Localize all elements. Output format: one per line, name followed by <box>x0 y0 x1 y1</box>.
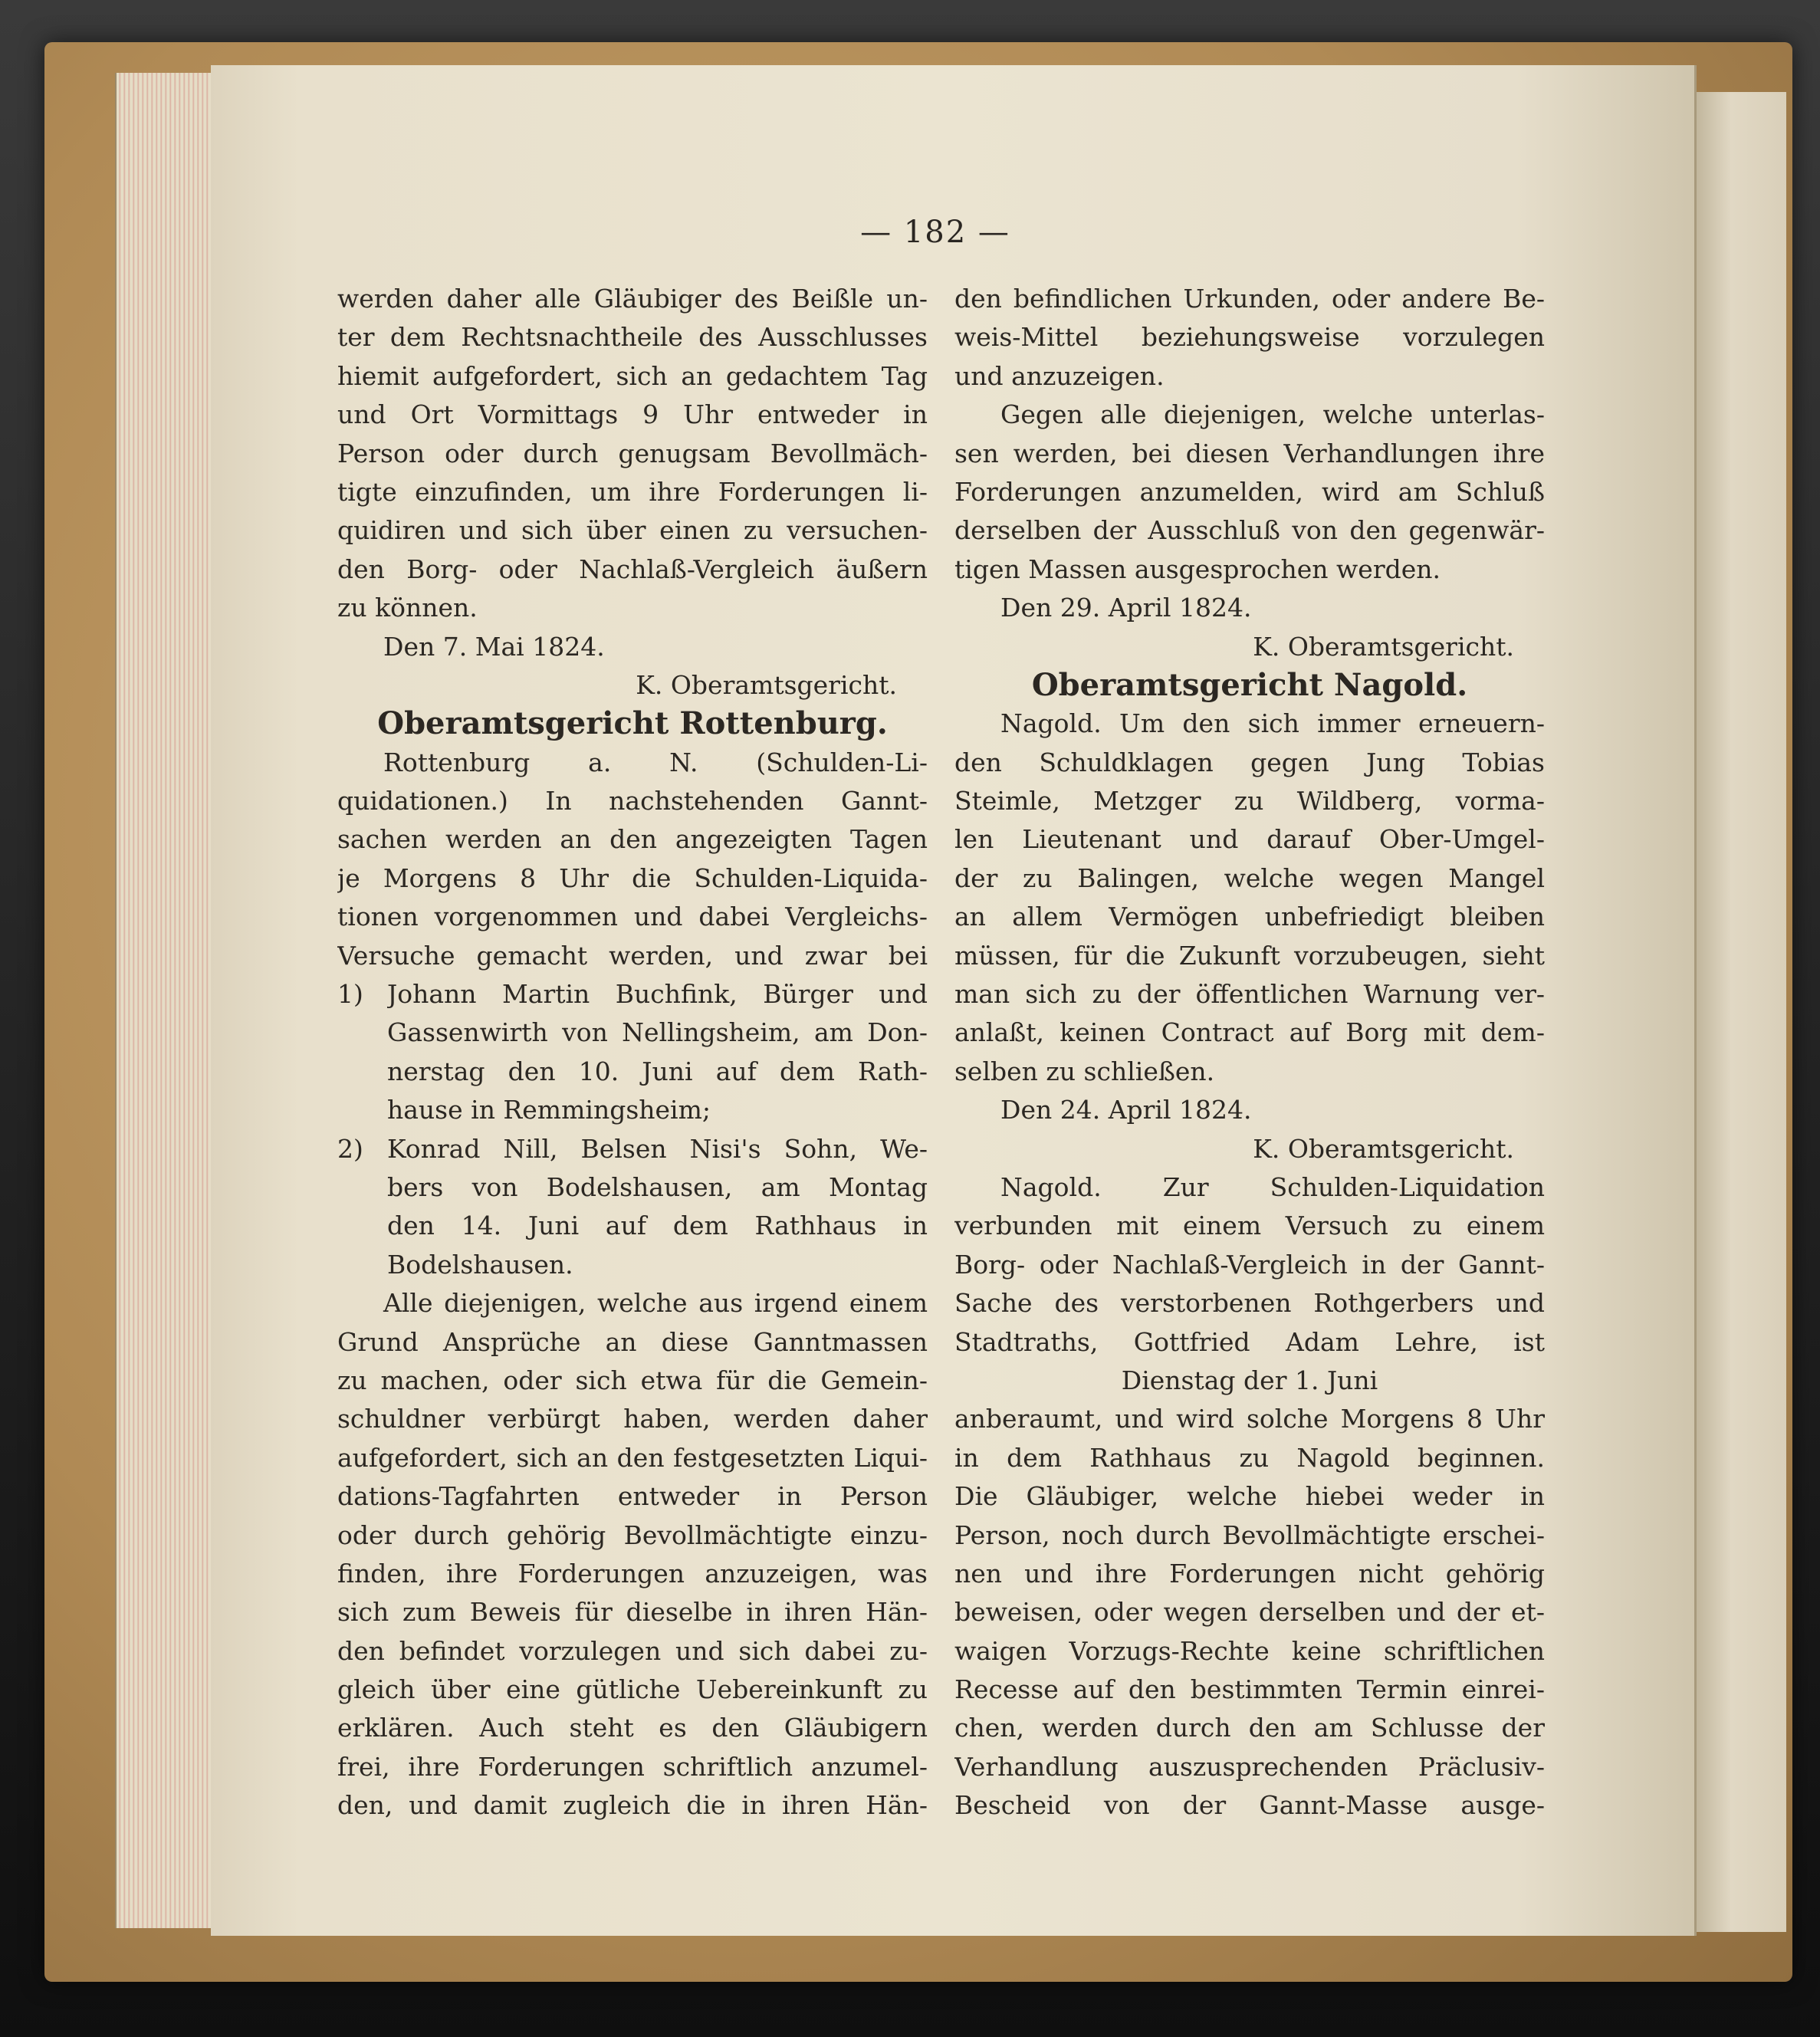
text-line: beweisen, oder wegen derselben und der et- <box>954 1597 1545 1628</box>
signature: K. Oberamtsgericht. <box>1253 1133 1514 1164</box>
text-line: Alle diejenigen, welche aus irgend einem <box>383 1288 928 1319</box>
text-line: anlaßt, keinen Contract auf Borg mit dem- <box>954 1017 1545 1048</box>
text-line: Steimle, Metzger zu Wildberg, vorma- <box>954 786 1545 816</box>
text-line: tigte einzufinden, um ihre Forderungen li- <box>337 476 928 507</box>
text-line: Borg- oder Nachlaß-Vergleich in der Gannt- <box>954 1249 1545 1280</box>
text-line: und Ort Vormittags 9 Uhr entweder in <box>337 399 928 430</box>
text-line: dations-Tagfahrten entweder in Person <box>337 1481 928 1512</box>
text-line: Gassenwirth von Nellingsheim, am Don- <box>387 1017 928 1048</box>
text-line: zu machen, oder sich etwa für die Gemein- <box>337 1365 928 1395</box>
text-line: quidationen.) In nachstehenden Gannt- <box>337 786 928 816</box>
text-line: derselben der Ausschluß von den gegenwär- <box>954 515 1545 546</box>
text-line: je Morgens 8 Uhr die Schulden-Liquida- <box>337 862 928 893</box>
text-line: oder durch gehörig Bevollmächtigte einzu- <box>337 1520 928 1550</box>
text-line: sen werden, bei diesen Verhandlungen ihre <box>954 438 1545 468</box>
text-line: 2) Konrad Nill, Belsen Nisi's Sohn, We- <box>337 1133 928 1164</box>
text-line: hause in Remmingsheim; <box>387 1095 711 1125</box>
text-line: man sich zu der öffentlichen Warnung ver- <box>954 979 1545 1010</box>
text-line: verbunden mit einem Versuch zu einem <box>954 1211 1545 1241</box>
page-number: — 182 — <box>860 215 1010 250</box>
text-line: der zu Balingen, welche wegen Mangel <box>954 862 1545 893</box>
text-line: an allem Vermögen unbefriedigt bleiben <box>954 902 1545 932</box>
text-line: waigen Vorzugs-Rechte keine schriftlichen <box>954 1635 1545 1666</box>
list-text: Johann Martin Buchfink, Bürger und <box>387 979 928 1010</box>
text-line: anberaumt, und wird solche Morgens 8 Uhr <box>954 1404 1545 1434</box>
text-line: Stadtraths, Gottfried Adam Lehre, ist <box>954 1326 1545 1357</box>
text-line: den, und damit zugleich die in ihren Hän- <box>337 1790 928 1821</box>
text-line: Person oder durch genugsam Bevollmäch- <box>337 438 928 468</box>
text-line: Forderungen anzumelden, wird am Schluß <box>954 476 1545 507</box>
text-line: Bescheid von der Gannt-Masse ausge- <box>954 1790 1545 1821</box>
facing-page-edge <box>1694 92 1786 1932</box>
text-line: Verhandlung auszusprechenden Präclusiv- <box>954 1751 1545 1782</box>
text-line: den Schuldklagen gegen Jung Tobias <box>954 747 1545 777</box>
text-line: chen, werden durch den am Schlusse der <box>954 1713 1545 1743</box>
text-line: weis-Mittel beziehungsweise vorzulegen <box>954 322 1545 353</box>
text-line: selben zu schließen. <box>954 1056 1215 1086</box>
text-line: den befindet vorzulegen und sich dabei zu- <box>337 1635 928 1666</box>
text-line: Die Gläubiger, welche hiebei weder in <box>954 1481 1545 1512</box>
list-item-1 <box>337 975 928 1130</box>
text-line: gleich über eine gütliche Uebereinkunft zu <box>337 1674 928 1705</box>
text-line: sich zum Beweis für dieselbe in ihren Hän- <box>337 1597 928 1628</box>
page-edges <box>115 73 212 1928</box>
text-line: Bodelshausen. <box>387 1249 573 1280</box>
text-line: den befindlichen Urkunden, oder andere Be- <box>954 284 1545 314</box>
text-line: sachen werden an den angezeigten Tagen <box>337 824 928 855</box>
text-line: den Borg- oder Nachlaß-Vergleich äußern <box>337 554 928 584</box>
text-line: Gegen alle diejenigen, welche unterlas- <box>1000 399 1545 430</box>
text-line: 1) Johann Martin Buchfink, Bürger und <box>337 979 928 1010</box>
text-line: hiemit aufgefordert, sich an gedachtem Tag <box>337 360 928 391</box>
text-line: tigen Massen ausgesprochen werden. <box>954 554 1441 584</box>
text-line: in dem Rathhaus zu Nagold beginnen. <box>954 1442 1545 1473</box>
text-line: nen und ihre Forderungen nicht gehörig <box>954 1558 1545 1589</box>
text-line: schuldner verbürgt haben, werden daher <box>337 1404 928 1434</box>
text-line: Person, noch durch Bevollmächtigte erschei- <box>954 1520 1545 1550</box>
text-line: Grund Ansprüche an diese Ganntmassen <box>337 1326 928 1357</box>
text-line: den 14. Juni auf dem Rathhaus in <box>387 1211 928 1241</box>
text-line: ter dem Rechtsnachtheile des Ausschlusses <box>337 322 928 353</box>
text-line: Rottenburg a. N. (Schulden-Li- <box>383 747 928 777</box>
text-line: zu können. <box>337 593 478 623</box>
text-line: quidiren und sich über einen zu versuchen- <box>337 515 928 546</box>
left-column <box>337 280 928 1825</box>
text-line: bers von Bodelshausen, am Montag <box>387 1171 928 1202</box>
signature: K. Oberamtsgericht. <box>1253 631 1514 662</box>
date-line: Den 24. April 1824. <box>1000 1095 1252 1125</box>
text-line: werden daher alle Gläubiger des Beißle un- <box>337 284 928 314</box>
text-line: Sache des verstorbenen Rothgerbers und <box>954 1288 1545 1319</box>
text-line: Nagold. Um den sich immer erneuern- <box>1000 708 1545 739</box>
text-line: aufgefordert, sich an den festgesetzten Liqui- <box>337 1442 928 1473</box>
section-heading: Oberamtsgericht Rottenburg. <box>377 705 888 742</box>
date-line: Den 29. April 1824. <box>1000 593 1252 623</box>
date-center-line: Dienstag der 1. Juni <box>1121 1365 1378 1395</box>
text-line: frei, ihre Forderungen schriftlich anzumel- <box>337 1751 928 1782</box>
text-line: len Lieutenant und darauf Ober-Umgel- <box>954 824 1545 855</box>
right-column <box>954 280 1545 1825</box>
date-line: Den 7. Mai 1824. <box>383 631 605 662</box>
text-line: müssen, für die Zukunft vorzubeugen, sieht <box>954 940 1545 971</box>
signature: K. Oberamtsgericht. <box>636 669 897 700</box>
text-line: nerstag den 10. Juni auf dem Rath- <box>387 1056 928 1086</box>
text-line: erklären. Auch steht es den Gläubigern <box>337 1713 928 1743</box>
text-line: und anzuzeigen. <box>954 360 1165 391</box>
list-text: Konrad Nill, Belsen Nisi's Sohn, We- <box>387 1133 928 1164</box>
text-line: finden, ihre Forderungen anzuzeigen, was <box>337 1558 928 1589</box>
text-line: Versuche gemacht werden, und zwar bei <box>337 940 928 971</box>
text-line: Recesse auf den bestimmten Termin einrei- <box>954 1674 1545 1705</box>
text-line: tionen vorgenommen und dabei Vergleichs- <box>337 902 928 932</box>
text-line: Nagold. Zur Schulden-Liquidation <box>1000 1171 1545 1202</box>
section-heading: Oberamtsgericht Nagold. <box>1031 666 1468 703</box>
list-item-2 <box>337 1130 928 1285</box>
